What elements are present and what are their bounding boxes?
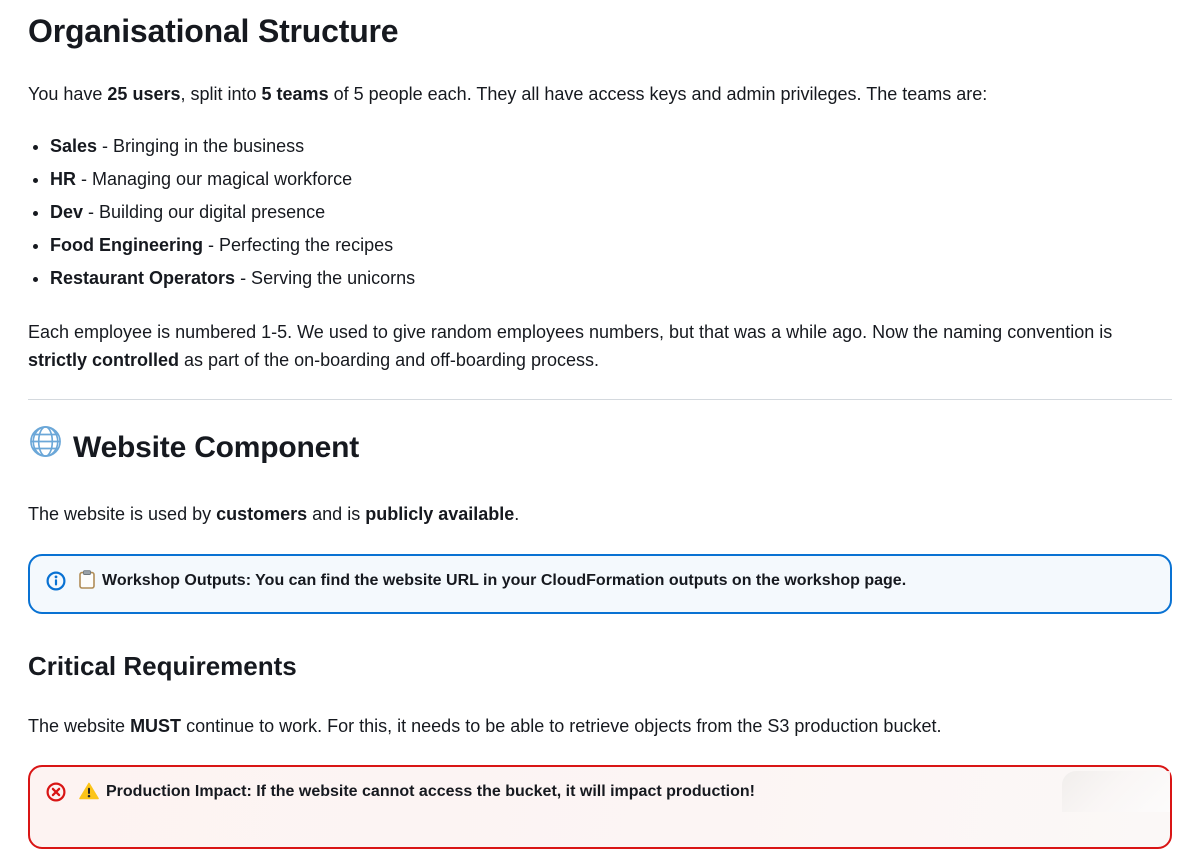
numbering-pre: Each employee is numbered 1-5. We used to give random employees numbers, but that was a while ago. Now the naming convention is (28, 322, 1113, 342)
usage-public: publicly available (365, 504, 515, 524)
error-alert-text (79, 780, 755, 804)
team-desc: - Serving the unicorns (235, 268, 416, 288)
org-intro-users-count: 25 users (107, 84, 181, 104)
list-item-sales (50, 132, 1172, 160)
org-intro-mid: , split into (180, 84, 262, 104)
critical-pre: The website (28, 716, 131, 736)
numbering-post: as part of the on-boarding and off-boarding process. (179, 350, 599, 370)
critical-must: MUST (130, 716, 182, 736)
error-alert (28, 765, 1172, 849)
team-desc: - Managing our magical workforce (76, 169, 353, 189)
org-intro-post: of 5 people each. They all have access keys and admin privileges. The teams are: (328, 84, 988, 104)
usage-customers: customers (216, 504, 308, 524)
website-section-title: Website Component (73, 431, 360, 464)
section-divider (28, 399, 1172, 400)
list-item-hr (50, 165, 1172, 193)
critical-body-paragraph (28, 712, 1172, 740)
team-desc: - Bringing in the business (97, 136, 305, 156)
usage-pre: The website is used by (28, 504, 217, 524)
page-title: Organisational Structure (28, 13, 399, 49)
team-desc: - Perfecting the recipes (203, 235, 394, 255)
team-name: Sales (50, 136, 98, 156)
team-desc: - Building our digital presence (83, 202, 326, 222)
info-alert (28, 554, 1172, 614)
website-usage-paragraph (28, 500, 1172, 528)
info-alert-text (79, 569, 906, 593)
team-name: HR (50, 169, 76, 189)
floating-overlay (1062, 771, 1170, 812)
clipboard-icon (79, 572, 102, 589)
numbering-paragraph (28, 318, 1172, 374)
critical-post: continue to work. For this, it needs to be able to retrieve objects from the S3 production bucket. (181, 716, 942, 736)
info-alert-message: Workshop Outputs: You can find the website URL in your CloudFormation outputs on the workshop page. (102, 572, 907, 589)
org-intro-paragraph (28, 80, 1172, 108)
team-name: Food Engineering (50, 235, 203, 255)
org-intro-teams-count: 5 teams (261, 84, 329, 104)
list-item-dev (50, 198, 1172, 226)
website-section-heading (28, 424, 1172, 472)
team-name: Restaurant Operators (50, 268, 236, 288)
org-intro-pre: You have (28, 84, 108, 104)
list-item-food-engineering (50, 231, 1172, 259)
error-alert-message: Production Impact: If the website cannot access the bucket, it will impact production! (106, 783, 755, 800)
critical-requirements-heading: Critical Requirements (28, 651, 297, 681)
team-name: Dev (50, 202, 84, 222)
usage-post: . (514, 504, 520, 524)
warning-triangle-icon (79, 783, 106, 800)
list-item-restaurant-operators (50, 264, 1172, 292)
numbering-bold: strictly controlled (28, 350, 180, 370)
team-list (28, 132, 1172, 292)
info-circle-icon (46, 571, 66, 599)
x-circle-icon (46, 782, 66, 810)
usage-mid: and is (307, 504, 366, 524)
globe-icon (28, 424, 63, 472)
